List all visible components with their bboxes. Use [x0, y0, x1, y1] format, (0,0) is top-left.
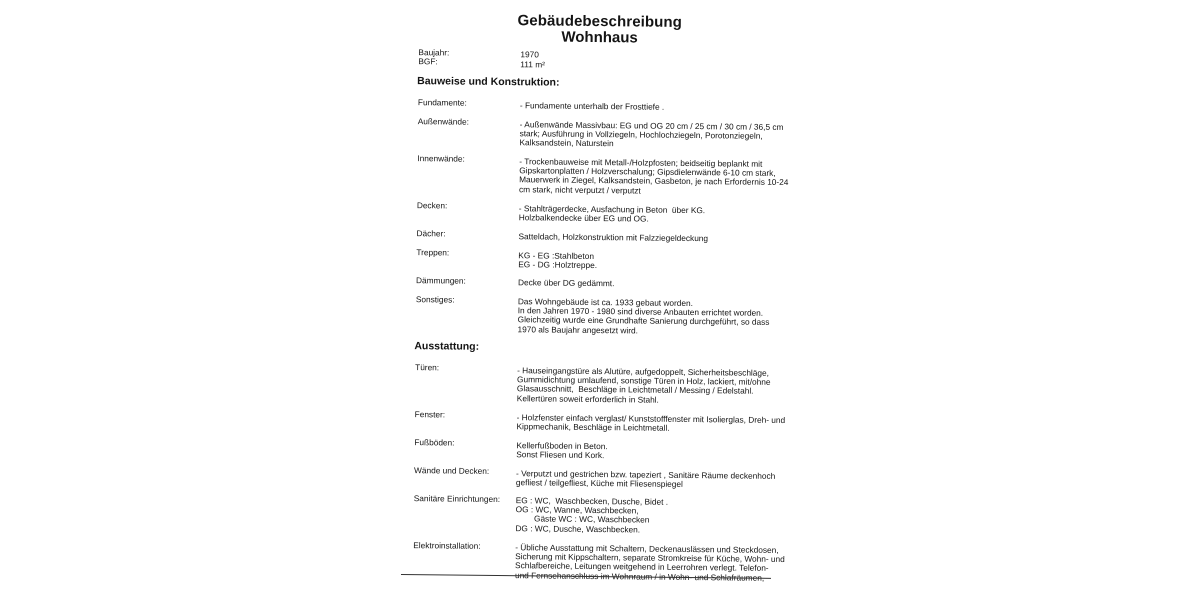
document-page: [399, 0, 789, 604]
row-label-waende-decken: Wände und Decken:: [414, 465, 490, 476]
row-value-tueren: - Hauseingangstüre als Alutüre, aufgedoppelt, Sicherheitsbeschläge, Gummidichtung umlaufend, sonstige Türen in Holz, lackiert, mit/ohne Glasausschnitt, Beschläge in Leichtmetall / Messing / Edelstahl. Kellertüren soweit erforderlich in Stahl.: [516, 365, 771, 405]
row-value-fenster: - Holzfenster einfach verglast/ Kunststofffenster mit Isolierglas, Dreh- und Kippmechanik, Beschläge in Leichtmetall.: [516, 412, 786, 433]
row-value-daecher: Satteldach, Holzkonstruktion mit Falzziegeldeckung: [518, 231, 709, 244]
row-label-decken: Decken:: [416, 200, 448, 211]
row-label-innenwaende: Innenwände:: [417, 153, 465, 164]
row-value-fundamente: - Fundamente unterhalb der Frosttiefe .: [519, 100, 665, 112]
row-label-aussenwaende: Außenwände:: [417, 116, 469, 127]
section-heading-bauweise: Bauweise und Konstruktion:: [417, 75, 560, 89]
row-label-fenster: Fenster:: [414, 409, 446, 420]
row-value-aussenwaende: - Außenwände Massivbau: EG und OG 20 cm / 25 cm / 30 cm / 36,5 cm stark; Ausführung in Vollziegeln, Hochlochziegeln, Porotonziegeln, Kalksandstein, Naturstein: [519, 119, 784, 149]
bgf-label: BGF:: [418, 56, 438, 67]
section-heading-ausstattung: Ausstattung:: [414, 340, 480, 353]
row-label-elektro: Elektroinstallation:: [413, 540, 481, 551]
row-value-sonstiges: Das Wohngebäude ist ca. 1933 gebaut worden. In den Jahren 1970 - 1980 sind diverse Anbauten errichtet worden. Gleichzeitig wurde eine Grundhafte Sanierung durchgeführt, so dass 1970 als Baujahr angesetzt wird.: [517, 296, 770, 336]
row-value-daemmungen: Decke über DG gedämmt.: [517, 277, 615, 289]
row-label-tueren: Türen:: [415, 362, 440, 373]
baujahr-value: 1970: [520, 49, 539, 60]
row-label-sanitaer: Sanitäre Einrichtungen:: [413, 493, 501, 505]
document-title: Gebäudebeschreibung: [517, 12, 683, 31]
row-value-elektro: - Übliche Ausstattung mit Schaltern, Deckenauslässen und Steckdosen, Sicherung mit Kippschaltern, separate Stromkreise für Küche, Wohn- und Schlafbereiche, Leitungen weitgehend in Leerrohren verlegt. Telefon- und Fernsehanschluss im Wohnraum / in Wohn- und Schlafräumen,: [514, 542, 785, 583]
row-label-treppen: Treppen:: [416, 247, 450, 258]
row-value-sanitaer: EG : WC, Waschbecken, Dusche, Bidet . OG : WC, Wanne, Waschbecken, Gäste WC : WC, Waschbecken DG : WC, Dusche, Waschbecken.: [515, 495, 669, 535]
row-label-fussboeden: Fußböden:: [414, 437, 455, 448]
row-value-waende-decken: - Verputzt und gestrichen bzw. tapeziert , Sanitäre Räume deckenhoch gefliest / teilgefliest, Küche mit Fliesenspiegel: [515, 468, 776, 490]
row-label-sonstiges: Sonstiges:: [415, 294, 455, 305]
row-label-fundamente: Fundamente:: [417, 97, 467, 108]
bgf-value: 111 m²: [520, 59, 545, 70]
document-subtitle: Wohnhaus: [561, 28, 638, 47]
row-value-innenwaende: - Trockenbauweise mit Metall-/Holzpfosten; beidseitig beplankt mit Gipskartonplatten / Holzverschalung; Gipsdielenwände 6-10 cm stark, Mauerwerk in Ziegel, Kalksandstein, Gasbeton, je nach Erfordernis 10-24 cm stark, nicht verputzt / verputzt: [518, 156, 789, 196]
row-label-daecher: Dächer:: [416, 228, 446, 239]
baujahr-label: Baujahr:: [418, 47, 450, 58]
row-value-fussboeden: Kellerfußboden in Beton. Sonst Fliesen und Kork.: [516, 440, 608, 461]
row-value-decken: - Stahlträgerdecke, Ausfachung in Beton über KG. Holzbalkendecke über EG und OG.: [518, 203, 706, 224]
row-value-treppen: KG - EG :Stahlbeton EG - DG :Holztreppe.: [518, 250, 598, 271]
row-label-daemmungen: Dämmungen:: [416, 275, 466, 286]
